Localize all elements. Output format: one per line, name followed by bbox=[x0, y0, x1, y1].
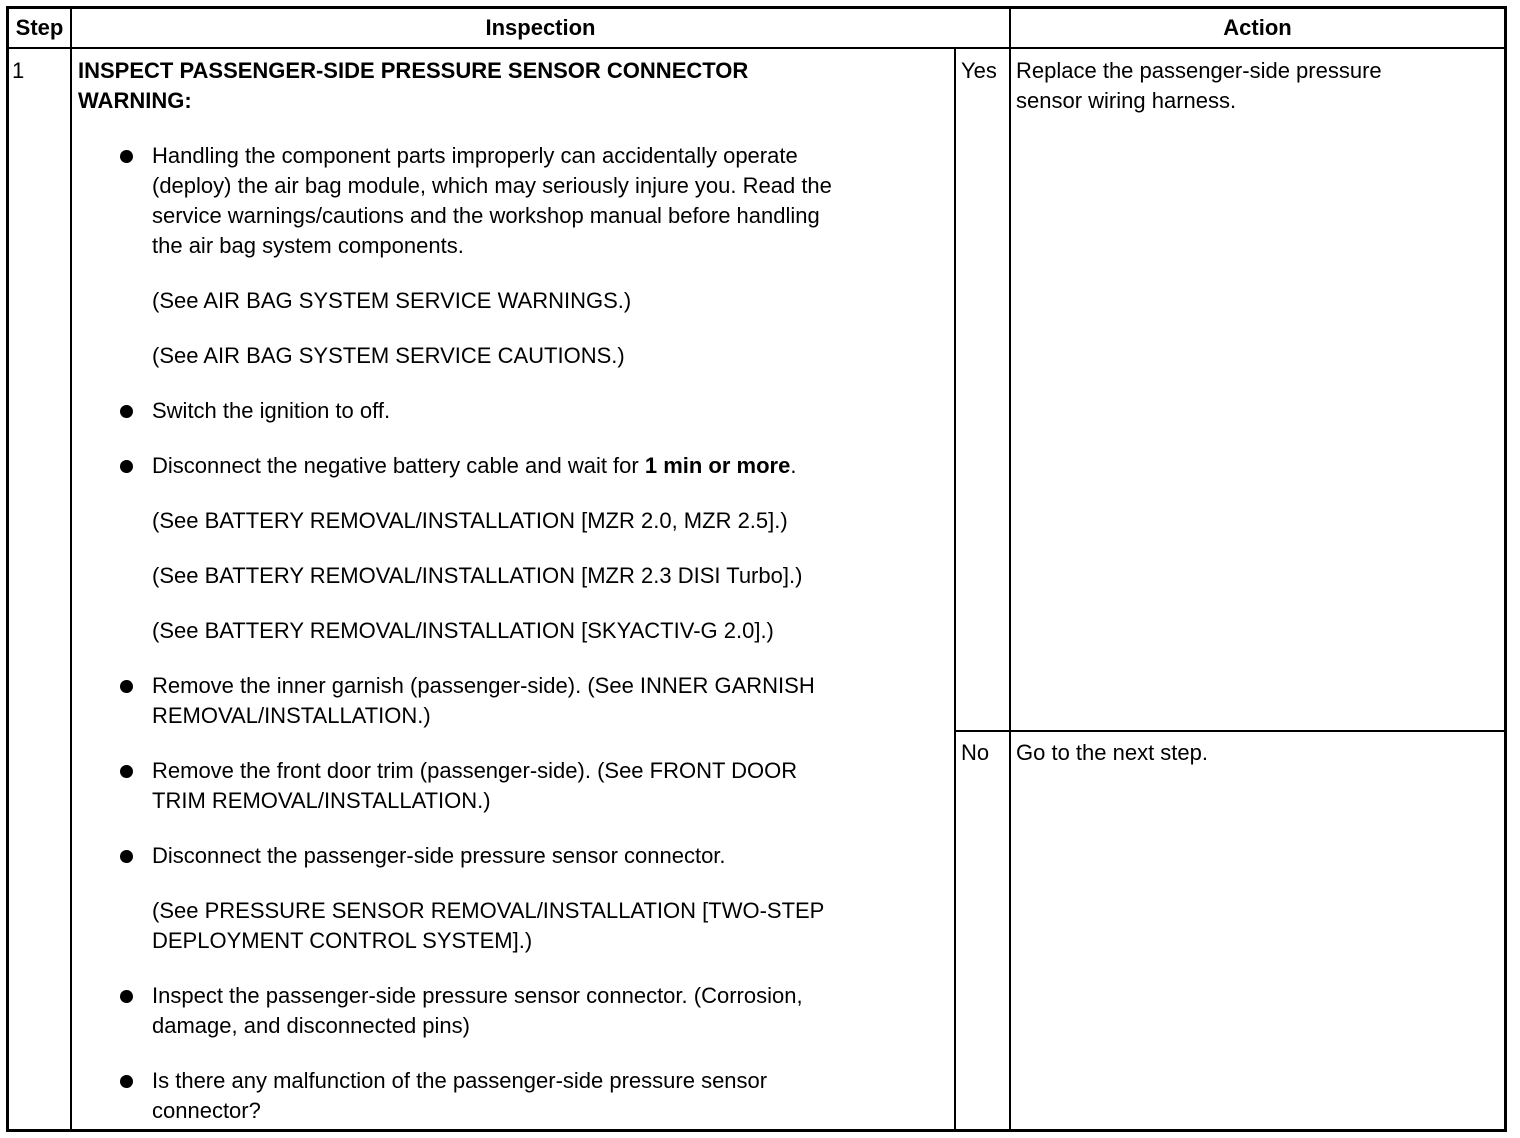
divider-result-column bbox=[954, 48, 956, 1132]
no-label: No bbox=[961, 740, 990, 765]
yes-label: Yes bbox=[961, 58, 997, 83]
battery-text: Disconnect the negative battery cable and wait for bbox=[152, 453, 645, 478]
bullet-icon bbox=[120, 1075, 133, 1088]
inspection-question: Is there any malfunction of the passenger-side pressure sensor bbox=[152, 1068, 768, 1093]
step-remove-door-trim: TRIM REMOVAL/INSTALLATION.) bbox=[152, 788, 491, 813]
warning-label: WARNING: bbox=[78, 88, 192, 113]
warning-text: service warnings/cautions and the workshop manual before handling bbox=[152, 203, 820, 228]
bullet-icon bbox=[120, 990, 133, 1003]
warning-text: (deploy) the air bag module, which may seriously injure you. Read the bbox=[152, 173, 832, 198]
no-action: Go to the next step. bbox=[1016, 740, 1209, 765]
inspection-title: INSPECT PASSENGER-SIDE PRESSURE SENSOR CONNECTOR bbox=[78, 58, 749, 83]
step-remove-garnish: REMOVAL/INSTALLATION.) bbox=[152, 703, 431, 728]
step-disconnect-battery bbox=[152, 451, 796, 481]
divider-step-column bbox=[70, 6, 72, 1132]
bullet-icon bbox=[120, 680, 133, 693]
reference-pressure-sensor: DEPLOYMENT CONTROL SYSTEM].) bbox=[152, 928, 533, 953]
reference-battery-mzr: (See BATTERY REMOVAL/INSTALLATION [MZR 2.0, MZR 2.5].) bbox=[152, 508, 788, 533]
warning-text: the air bag system components. bbox=[152, 233, 464, 258]
step-remove-garnish: Remove the inner garnish (passenger-side). (See INNER GARNISH bbox=[152, 673, 815, 698]
step-inspect-connector: Inspect the passenger-side pressure sensor connector. (Corrosion, bbox=[152, 983, 803, 1008]
reference-cautions: (See AIR BAG SYSTEM SERVICE CAUTIONS.) bbox=[152, 343, 625, 368]
step-inspect-connector: damage, and disconnected pins) bbox=[152, 1013, 470, 1038]
wait-time: 1 min or more bbox=[644, 453, 791, 478]
bullet-icon bbox=[120, 460, 133, 473]
reference-warnings: (See AIR BAG SYSTEM SERVICE WARNINGS.) bbox=[152, 288, 632, 313]
bullet-icon bbox=[120, 765, 133, 778]
step-remove-door-trim: Remove the front door trim (passenger-side). (See FRONT DOOR bbox=[152, 758, 798, 783]
header-step: Step bbox=[15, 15, 64, 40]
bullet-icon bbox=[120, 150, 133, 163]
header-divider bbox=[6, 47, 1507, 49]
step-disconnect-sensor: Disconnect the passenger-side pressure sensor connector. bbox=[152, 843, 726, 868]
yes-action: sensor wiring harness. bbox=[1016, 88, 1237, 113]
reference-battery-disi: (See BATTERY REMOVAL/INSTALLATION [MZR 2.3 DISI Turbo].) bbox=[152, 563, 803, 588]
yes-no-divider bbox=[954, 730, 1507, 732]
bullet-icon bbox=[120, 405, 133, 418]
header-inspection: Inspection bbox=[485, 15, 596, 40]
warning-text: Handling the component parts improperly can accidentally operate bbox=[152, 143, 798, 168]
inspection-question: connector? bbox=[152, 1098, 261, 1123]
step-ignition-off: Switch the ignition to off. bbox=[152, 398, 391, 423]
header-action: Action bbox=[1223, 15, 1292, 40]
yes-action: Replace the passenger-side pressure bbox=[1016, 58, 1382, 83]
step-number: 1 bbox=[12, 58, 25, 83]
divider-action-column bbox=[1009, 6, 1011, 1132]
reference-pressure-sensor: (See PRESSURE SENSOR REMOVAL/INSTALLATION [TWO-STEP bbox=[152, 898, 825, 923]
bullet-icon bbox=[120, 850, 133, 863]
battery-text-end: . bbox=[790, 453, 797, 478]
reference-battery-skyactiv: (See BATTERY REMOVAL/INSTALLATION [SKYACTIV-G 2.0].) bbox=[152, 618, 774, 643]
